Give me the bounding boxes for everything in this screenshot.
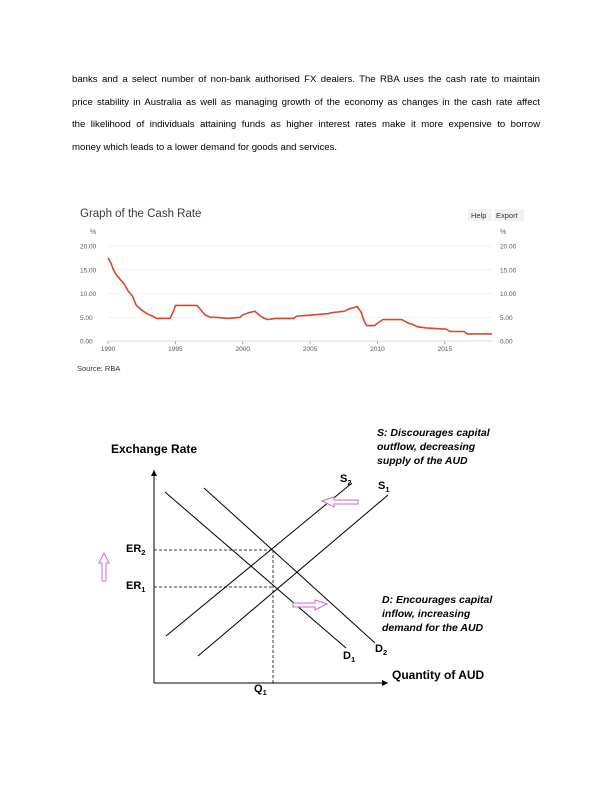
y-tick-label: 20.00 xyxy=(80,243,97,251)
x-tick-label: 1990 xyxy=(100,346,116,353)
x-tick-label: 2005 xyxy=(302,346,318,353)
supply-curve-s1 xyxy=(198,495,388,656)
x-tick-label: 2000 xyxy=(235,346,250,353)
help-button[interactable]: Help xyxy=(471,211,487,220)
paragraph-line: the likelihood of individuals attaining funds as higher interest rates make it more expensive to borrow xyxy=(72,119,540,130)
y-axis-label: Exchange Rate xyxy=(111,442,198,456)
demand-note: D: Encourages capital inflow, increasing demand for the AUD xyxy=(382,594,493,634)
demand-curve-d2 xyxy=(204,488,375,643)
x-tick-label: 2010 xyxy=(370,346,385,353)
er2-label: $ER_2$ xyxy=(126,543,146,557)
left-unit-label: % xyxy=(90,229,97,236)
y-tick-label: 10.00 xyxy=(80,291,97,298)
chart-source: Source: RBA xyxy=(77,364,121,373)
y-tick-label: 20.00 xyxy=(500,243,517,251)
supply-curve-s2 xyxy=(166,483,352,636)
body-paragraph xyxy=(72,69,540,159)
exchange-rate-diagram xyxy=(90,415,530,715)
cash-rate-series-line xyxy=(108,258,492,334)
exchange-rate-up-arrow-icon xyxy=(99,553,109,581)
paragraph-line: money which leads to a lower demand for goods and services. xyxy=(72,141,338,153)
chart-gridlines xyxy=(108,246,492,341)
paragraph-line: price stability in Australia as well as managing growth of the economy as changes in the cash rate affect xyxy=(72,96,540,108)
y-tick-label: 5.00 xyxy=(80,314,93,322)
y-tick-label: 10.00 xyxy=(500,291,517,298)
y-tick-label: 15.00 xyxy=(80,267,97,275)
d2-label: $D_2$ xyxy=(375,643,388,657)
right-unit-label: % xyxy=(500,229,507,236)
y-tick-label: 0.00 xyxy=(500,338,513,346)
chart-title: Graph of the Cash Rate xyxy=(80,208,202,220)
d1-label: $D_1$ xyxy=(343,650,356,664)
er1-label: $ER_1$ xyxy=(126,580,146,594)
export-button[interactable]: Export xyxy=(496,211,518,220)
chart-tick-labels xyxy=(80,244,517,354)
paragraph-line: banks and a select number of non-bank authorised FX dealers. The RBA uses the cash rate to maintain xyxy=(72,74,540,85)
y-tick-label: 15.00 xyxy=(500,267,517,275)
cash-rate-chart xyxy=(72,200,532,380)
supply-shift-left-arrow-icon xyxy=(322,497,358,507)
x-tick-label: 2015 xyxy=(437,346,453,353)
demand-shift-right-arrow-icon xyxy=(293,600,327,610)
y-tick-label: 0.00 xyxy=(80,338,93,346)
demand-curve-d1 xyxy=(165,492,346,648)
supply-note: S: Discourages capital outflow, decreasing supply of the AUD xyxy=(377,427,490,467)
s2-label: $S_2$ xyxy=(340,473,352,487)
y-tick-label: 5.00 xyxy=(500,314,513,322)
s1-label: $S_1$ xyxy=(378,480,390,494)
q1-label: $Q_1$ xyxy=(254,683,267,697)
x-tick-label: 1995 xyxy=(168,346,183,353)
x-axis-label: Quantity of AUD xyxy=(392,668,485,682)
